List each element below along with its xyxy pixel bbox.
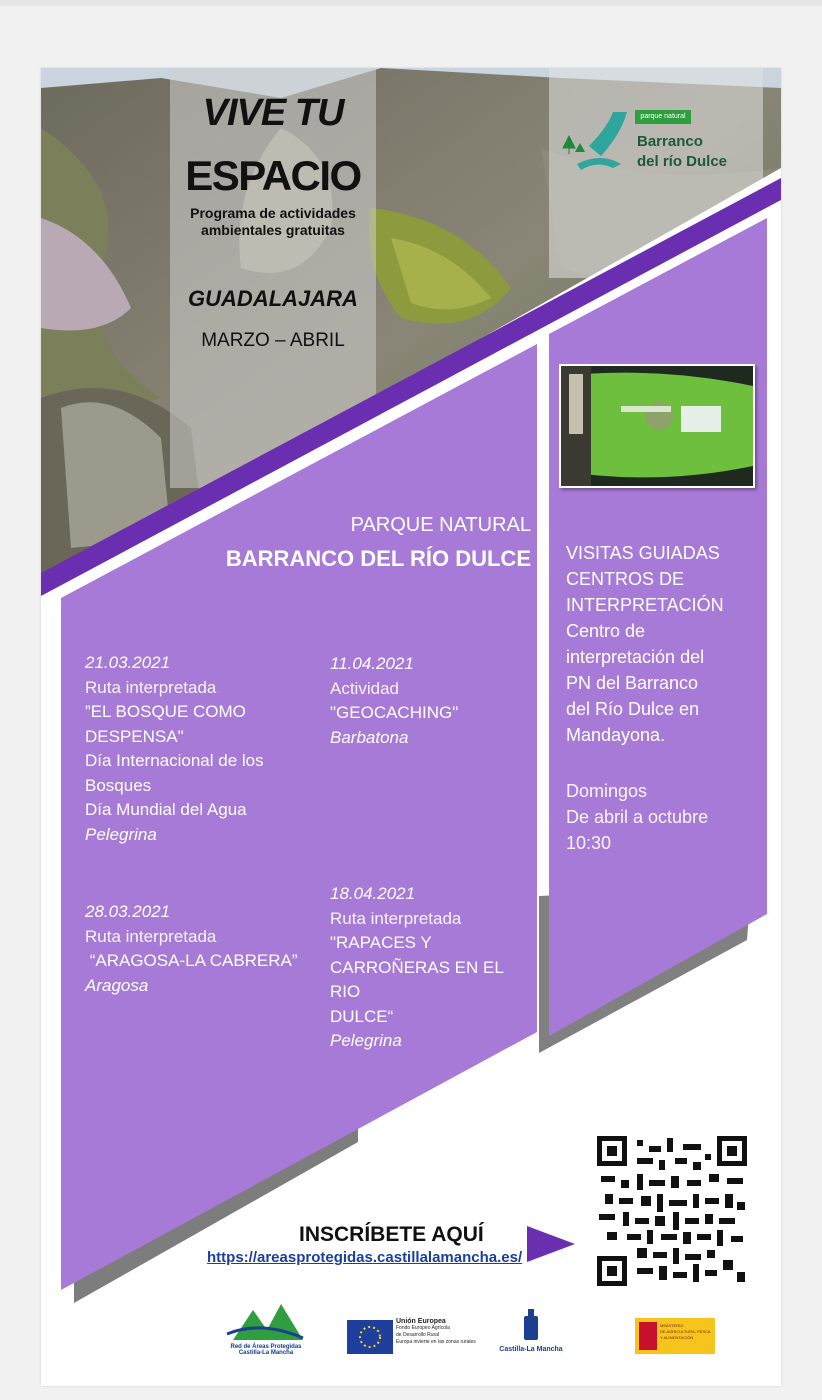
qr-code-target[interactable] bbox=[597, 1136, 747, 1286]
event-line: CARROÑERAS EN EL RIO bbox=[330, 957, 504, 1001]
visits-line: interpretación del bbox=[566, 647, 705, 667]
visits-line: INTERPRETACIÓN bbox=[566, 595, 724, 615]
event-line: Día Mundial del Agua bbox=[85, 800, 247, 819]
event-place: Pelegrina bbox=[85, 824, 157, 844]
ministerio-line-2: DE AGRICULTURA, PESCA bbox=[660, 1329, 711, 1334]
eu-flag bbox=[347, 1320, 393, 1354]
title-line-2: ESPACIO bbox=[185, 152, 361, 199]
visits-line: PN del Barranco bbox=[566, 673, 699, 693]
red-areas-line-2: Castilla-La Mancha bbox=[238, 1350, 294, 1356]
interpretation-center-photo bbox=[559, 364, 755, 488]
schedule-line: Domingos bbox=[566, 781, 648, 801]
guided-visits-text bbox=[566, 540, 738, 748]
event-line: DESPENSA" bbox=[85, 726, 184, 746]
park-logo-name-line-1: Barranco bbox=[637, 133, 703, 150]
event-place: Pelegrina bbox=[330, 1031, 402, 1050]
event-type: Actividad bbox=[330, 678, 399, 698]
event-type: Ruta interpretada bbox=[85, 926, 217, 946]
visits-line: VISITAS GUIADAS bbox=[566, 543, 720, 563]
jccm-caption: Castilla-La Mancha bbox=[499, 1346, 563, 1353]
visits-line: del Río Dulce en bbox=[566, 699, 700, 719]
park-name: BARRANCO DEL RÍO DULCE bbox=[225, 546, 531, 571]
event-place: Barbatona bbox=[330, 727, 409, 747]
event-card bbox=[330, 882, 535, 1054]
event-date: 11.04.2021 bbox=[330, 654, 414, 673]
event-line: ”EL BOSQUE COMO bbox=[85, 702, 246, 721]
park-logo-tag: parque natural bbox=[635, 110, 691, 124]
event-line: “ARAGOSA-LA CABRERA” bbox=[85, 951, 298, 970]
eu-caption bbox=[396, 1318, 476, 1346]
event-date: 28.03.2021 bbox=[85, 902, 171, 921]
event-poster bbox=[41, 68, 781, 1386]
event-date: 21.03.2021 bbox=[85, 653, 171, 672]
signup-link[interactable]: https://areasprotegidas.castillalamancha.es/ bbox=[207, 1249, 523, 1266]
red-areas-caption bbox=[221, 1344, 311, 1356]
status-bar bbox=[0, 0, 822, 6]
ministerio-line-3: Y ALIMENTACIÓN bbox=[660, 1335, 694, 1340]
event-card bbox=[330, 652, 530, 750]
red-areas-line-1: Red de Áreas Protegidas bbox=[230, 1344, 302, 1350]
ministerio-caption bbox=[660, 1323, 712, 1341]
subtitle-line-1: Programa de actividades bbox=[190, 205, 356, 221]
eu-line-4: Europa invierte en las zonas rurales bbox=[396, 1339, 476, 1345]
subtitle bbox=[170, 205, 376, 239]
event-line: "GEOCACHING" bbox=[330, 703, 459, 722]
title-line-1: VIVE TU bbox=[202, 92, 344, 134]
park-logo-name bbox=[637, 132, 727, 172]
subtitle-line-2: ambientales gratuitas bbox=[201, 222, 345, 238]
event-line: Bosques bbox=[85, 775, 152, 795]
schedule-line: 10:30 bbox=[566, 833, 612, 853]
eu-line-2: Fondo Europeo Agrícola bbox=[396, 1325, 450, 1331]
period-label: MARZO – ABRIL bbox=[201, 330, 345, 351]
signup-label: INSCRÍBETE AQUÍ bbox=[299, 1223, 484, 1246]
event-type: Ruta interpretada bbox=[85, 677, 217, 697]
park-logo-name-line-2: del río Dulce bbox=[637, 153, 728, 170]
visits-schedule bbox=[566, 778, 738, 856]
event-line: Día Internacional de los bbox=[85, 751, 264, 770]
visits-line: CENTROS DE bbox=[566, 569, 685, 589]
event-card bbox=[85, 900, 315, 998]
visits-line: Mandayona. bbox=[566, 725, 666, 745]
schedule-line: De abril a octubre bbox=[566, 807, 709, 827]
event-line: "RAPACES Y bbox=[330, 933, 432, 952]
province-label: GUADALAJARA bbox=[188, 286, 358, 311]
event-line: DULCE“ bbox=[330, 1006, 394, 1026]
event-place: Aragosa bbox=[85, 975, 149, 995]
visits-line: Centro de bbox=[566, 621, 646, 641]
event-type: Ruta interpretada bbox=[330, 908, 462, 928]
park-label: PARQUE NATURAL bbox=[350, 514, 531, 536]
ministerio-line-1: MINISTERIO bbox=[660, 1323, 684, 1328]
event-card bbox=[85, 651, 295, 847]
event-date: 18.04.2021 bbox=[330, 884, 416, 903]
eu-line-3: de Desarrollo Rural bbox=[396, 1332, 440, 1338]
eu-line-1: Unión Europea bbox=[396, 1318, 446, 1325]
